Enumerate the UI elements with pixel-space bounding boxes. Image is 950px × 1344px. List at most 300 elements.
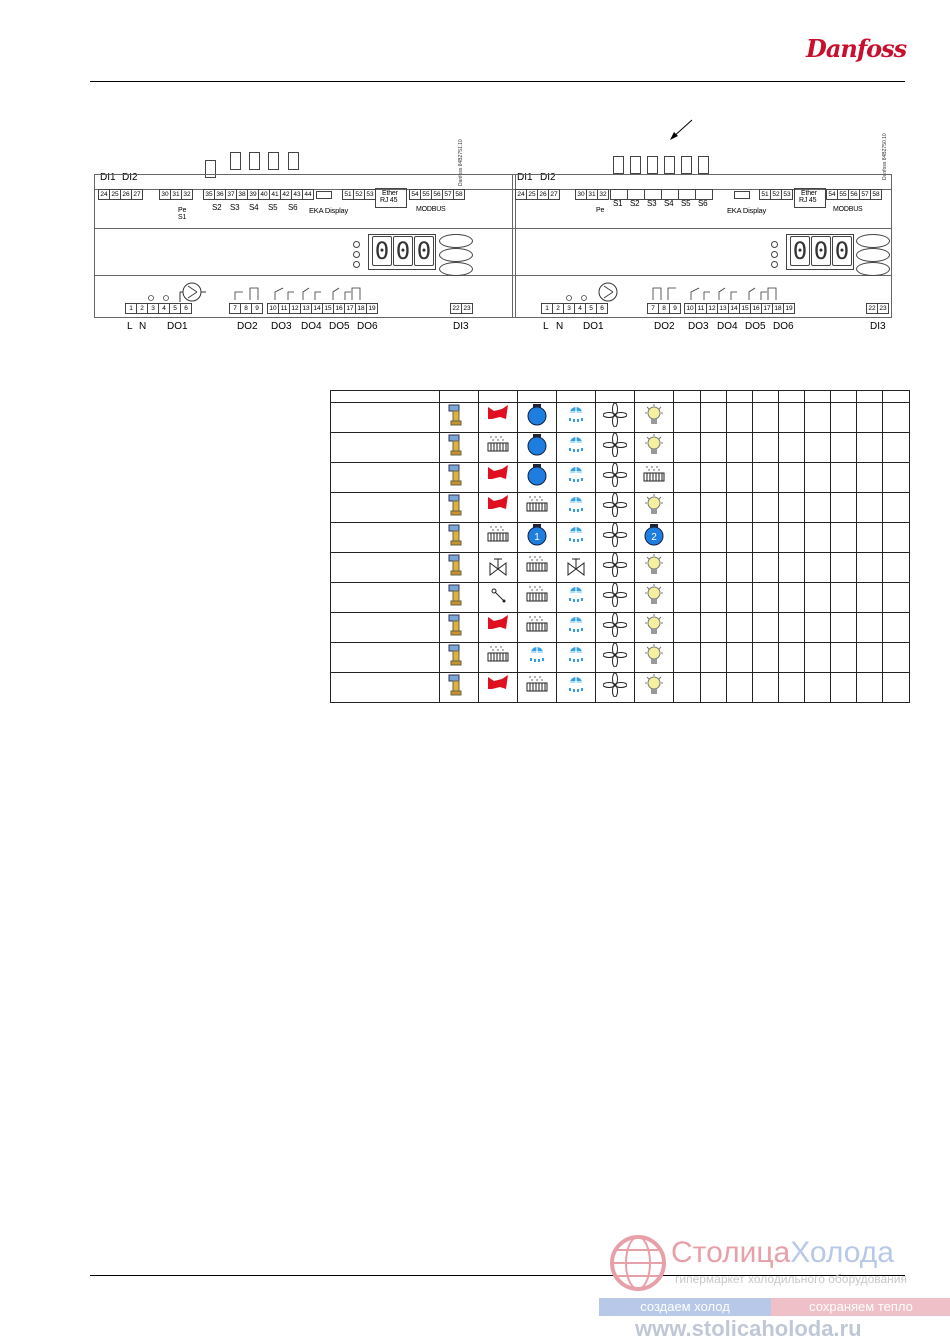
- valve-icon: [447, 583, 471, 607]
- table-cell: [557, 463, 596, 493]
- header-rule: [90, 81, 905, 82]
- table-cell: [831, 403, 857, 433]
- sensor-label: S3: [230, 203, 240, 212]
- heater-grid-icon: [486, 433, 510, 457]
- table-cell: [557, 553, 596, 583]
- table-cell: [701, 493, 727, 523]
- table-cell: [831, 643, 857, 673]
- table-cell: [557, 583, 596, 613]
- heater-grid-icon: [642, 463, 666, 487]
- table-cell: [479, 643, 518, 673]
- table-cell: [727, 493, 753, 523]
- table-cell: [557, 673, 596, 703]
- table-cell: [805, 523, 831, 553]
- table-cell: [701, 523, 727, 553]
- watermark-brand: СтолицаХолода: [671, 1236, 894, 1269]
- table-cell: [331, 643, 440, 673]
- table-cell: [331, 433, 440, 463]
- light-icon: [642, 643, 666, 667]
- terminal-group-label: DO5: [745, 321, 766, 332]
- table-cell: [518, 403, 557, 433]
- sensor-label: S4: [664, 199, 674, 208]
- side-code: Danfoss 84B2750.10: [882, 133, 888, 180]
- table-cell: [727, 643, 753, 673]
- modbus-label: MODBUS: [416, 206, 446, 213]
- light-icon: [642, 583, 666, 607]
- terminals-30-32: 30 31 32: [159, 189, 192, 200]
- table-cell: [701, 673, 727, 703]
- table-header-cell: [831, 391, 857, 403]
- table-cell: [557, 613, 596, 643]
- table-cell: [557, 403, 596, 433]
- table-row: [331, 643, 910, 673]
- table-cell: [518, 433, 557, 463]
- fan-icon: [603, 613, 627, 637]
- table-row: [331, 613, 910, 643]
- table-cell: [857, 613, 883, 643]
- terminal-group-label: DO6: [773, 321, 794, 332]
- table-header-cell: [701, 391, 727, 403]
- table-cell: [831, 463, 857, 493]
- watermark-slogan-left: создаем холод: [599, 1298, 771, 1316]
- table-cell: [596, 493, 635, 523]
- fan-icon: [603, 643, 627, 667]
- svg-text:2: 2: [651, 532, 657, 543]
- terminal-group-label: DO1: [167, 321, 188, 332]
- defrost-icon: [564, 583, 588, 607]
- defrost-icon: [564, 433, 588, 457]
- table-cell: [674, 403, 701, 433]
- table-cell: [331, 583, 440, 613]
- heater-grid-icon: [525, 613, 549, 637]
- sensor-label: S3: [647, 199, 657, 208]
- display-digit: 0: [811, 236, 831, 266]
- di1-label: DI1: [517, 172, 533, 183]
- table-cell: [857, 583, 883, 613]
- table-cell: [674, 463, 701, 493]
- table-cell: [596, 613, 635, 643]
- watermark-subtitle: гипермаркет холодильного оборудования: [675, 1272, 907, 1286]
- status-led: [353, 261, 360, 268]
- defrost-icon: [564, 463, 588, 487]
- terminal-group-label: DO1: [583, 321, 604, 332]
- rj45-label: RJ 45: [380, 197, 398, 204]
- fan-icon: [603, 583, 627, 607]
- table-cell: [779, 673, 805, 703]
- di2-label: DI2: [122, 172, 138, 183]
- table-cell: [857, 553, 883, 583]
- table-cell: [831, 523, 857, 553]
- table-cell: [674, 433, 701, 463]
- table-cell: [831, 553, 857, 583]
- table-cell: [805, 433, 831, 463]
- sensor-label: S4: [249, 203, 259, 212]
- table-row: [331, 463, 910, 493]
- table-cell: [779, 583, 805, 613]
- terminals-51-53: 51 52 53: [342, 189, 375, 200]
- table-cell: [440, 433, 479, 463]
- status-led: [353, 241, 360, 248]
- table-cell: [701, 583, 727, 613]
- table-cell: [753, 613, 779, 643]
- table-cell: [331, 553, 440, 583]
- table-cell: [479, 403, 518, 433]
- table-cell: [635, 433, 674, 463]
- table-cell: [883, 403, 910, 433]
- table-cell: [518, 463, 557, 493]
- sensor-icon: [698, 156, 709, 174]
- defrost-icon: [564, 673, 588, 697]
- eka-port: [734, 191, 750, 199]
- table-header-cell: [857, 391, 883, 403]
- table-row: [331, 433, 910, 463]
- ether-label: Ether: [801, 190, 817, 197]
- table-cell: [779, 403, 805, 433]
- heater-grid-icon: [525, 493, 549, 517]
- table-cell: [331, 613, 440, 643]
- terminals-24-27: 24 25 26 27: [98, 189, 142, 200]
- table-cell: [635, 553, 674, 583]
- table-header-cell: [753, 391, 779, 403]
- side-code: Danfoss 84B2751.10: [458, 139, 464, 186]
- sensor-icon: [647, 156, 658, 174]
- valve-icon: [447, 673, 471, 697]
- table-cell: [701, 463, 727, 493]
- table-row: [331, 583, 910, 613]
- table-cell: [805, 673, 831, 703]
- heater-red-icon: [486, 403, 510, 427]
- table-cell: [479, 523, 518, 553]
- defrost-icon: [564, 523, 588, 547]
- light-icon: [642, 433, 666, 457]
- defrost-icon: [564, 493, 588, 517]
- globe-icon: [609, 1234, 667, 1292]
- table-cell: [635, 523, 674, 553]
- terminals-7-9: 7 8 9: [229, 303, 262, 314]
- status-led: [353, 251, 360, 258]
- table-cell: [857, 673, 883, 703]
- pe-label: Pe: [596, 207, 605, 214]
- display-digit: 0: [372, 236, 392, 266]
- table-cell: [479, 613, 518, 643]
- table-cell: [674, 583, 701, 613]
- display-digit: 0: [414, 236, 434, 266]
- di2-label: DI2: [540, 172, 556, 183]
- table-cell: [753, 463, 779, 493]
- watermark-slogan-right: сохраняем тепло: [771, 1298, 950, 1316]
- table-cell: [674, 553, 701, 583]
- table-cell: [883, 613, 910, 643]
- button-oval: [856, 262, 890, 276]
- display-digit: 0: [832, 236, 852, 266]
- terminals-51-53: 51 52 53: [759, 189, 792, 200]
- sensor-icon: [249, 152, 260, 170]
- table-cell: [857, 493, 883, 523]
- table-cell: [518, 673, 557, 703]
- table-cell: [518, 493, 557, 523]
- terminal-group-label: DO6: [357, 321, 378, 332]
- table-cell: [331, 493, 440, 523]
- table-cell: [883, 583, 910, 613]
- heater-grid-icon: [486, 523, 510, 547]
- table-cell: [883, 643, 910, 673]
- table-cell: [479, 433, 518, 463]
- table-cell: [779, 493, 805, 523]
- valve-icon: [447, 463, 471, 487]
- valve-icon: [447, 643, 471, 667]
- terminal-group-label: N: [556, 321, 564, 332]
- table-cell: [331, 523, 440, 553]
- table-cell: [440, 493, 479, 523]
- terminals-10-19: 10 11 12 13 14 15 16 17 18 19: [267, 303, 377, 314]
- table-cell: [883, 553, 910, 583]
- heater-grid-icon: [525, 583, 549, 607]
- light-icon: [642, 403, 666, 427]
- defrost-icon: [525, 643, 549, 667]
- sensor-icon: [681, 156, 692, 174]
- button-oval: [439, 262, 473, 276]
- fan-icon: [603, 433, 627, 457]
- valve-icon: [447, 553, 471, 577]
- table-cell: [831, 493, 857, 523]
- table-cell: [701, 613, 727, 643]
- display-digit: 0: [790, 236, 810, 266]
- table-cell: [596, 553, 635, 583]
- sensor-label: S5: [681, 199, 691, 208]
- table-header-cell: [331, 391, 440, 403]
- defrost-icon: [564, 643, 588, 667]
- table-cell: [805, 553, 831, 583]
- table-header-cell: [479, 391, 518, 403]
- di1-label: DI1: [100, 172, 116, 183]
- table-cell: [753, 643, 779, 673]
- light-icon: [642, 553, 666, 577]
- table-cell: [557, 493, 596, 523]
- rj45-label: RJ 45: [799, 197, 817, 204]
- sensor-label: S6: [698, 199, 708, 208]
- terminal-group-label: DO3: [271, 321, 292, 332]
- table-cell: [779, 463, 805, 493]
- terminal-group-label: L: [543, 321, 549, 332]
- table-cell: [596, 523, 635, 553]
- table-cell: [727, 613, 753, 643]
- terminals-54-58: 54 55 56 57 58: [826, 189, 881, 200]
- table-cell: [518, 523, 557, 553]
- fan-icon: [603, 553, 627, 577]
- table-cell: [440, 643, 479, 673]
- table-cell: [440, 463, 479, 493]
- valve-icon: [447, 433, 471, 457]
- table-header-cell: [518, 391, 557, 403]
- table-cell: [674, 613, 701, 643]
- table-cell: [701, 553, 727, 583]
- terminal-group-label: DO2: [237, 321, 258, 332]
- terminals-22-23: 22 23: [866, 303, 888, 314]
- table-cell: [518, 583, 557, 613]
- terminal-group-label: DO2: [654, 321, 675, 332]
- fan-icon: [603, 523, 627, 547]
- fan-icon: [603, 463, 627, 487]
- table-cell: [883, 523, 910, 553]
- heater-wide-icon: [525, 553, 549, 577]
- table-cell: [701, 403, 727, 433]
- table-cell: [479, 493, 518, 523]
- terminals-10-19: 10 11 12 13 14 15 16 17 18 19: [684, 303, 794, 314]
- application-table: [330, 390, 910, 703]
- table-cell: [727, 463, 753, 493]
- table-cell: [596, 673, 635, 703]
- table-cell: [857, 433, 883, 463]
- light-icon: [642, 673, 666, 697]
- table-cell: [596, 643, 635, 673]
- fan-icon: [603, 493, 627, 517]
- watermark: [605, 1232, 945, 1342]
- table-cell: [831, 673, 857, 703]
- sensor-icon: [230, 152, 241, 170]
- terminals-35-44: 35 36 37 38 39 40 41 42 43 44: [203, 189, 313, 200]
- heater-red-icon: [486, 613, 510, 637]
- table-header-cell: [635, 391, 674, 403]
- table-cell: [779, 643, 805, 673]
- modbus-label: MODBUS: [833, 206, 863, 213]
- sensor-label: S1: [613, 199, 623, 208]
- terminal-group-label: L: [127, 321, 133, 332]
- sensor-label: S5: [268, 203, 278, 212]
- table-cell: [727, 433, 753, 463]
- table-cell: [701, 643, 727, 673]
- sensor-label: S6: [288, 203, 298, 212]
- table-header-cell: [883, 391, 910, 403]
- light-icon: [642, 613, 666, 637]
- eka-label: EKA Display: [727, 206, 767, 215]
- terminal-group-label: DO4: [301, 321, 322, 332]
- table-row: [331, 523, 910, 553]
- compressor-2-icon: [642, 523, 666, 547]
- table-cell: [753, 523, 779, 553]
- table-cell: [674, 643, 701, 673]
- table-cell: [518, 643, 557, 673]
- table-cell: [518, 613, 557, 643]
- table-cell: [831, 433, 857, 463]
- light-icon: [642, 493, 666, 517]
- table-cell: [557, 643, 596, 673]
- heater-grid-icon: [486, 643, 510, 667]
- table-cell: [635, 643, 674, 673]
- table-cell: [440, 673, 479, 703]
- terminals-22-23: 22 23: [450, 303, 472, 314]
- table-cell: [883, 433, 910, 463]
- watermark-url: www.stolicaholoda.ru: [635, 1316, 862, 1341]
- table-row: [331, 673, 910, 703]
- sensor-icon: [268, 152, 279, 170]
- table-cell: [857, 643, 883, 673]
- table-cell: [440, 523, 479, 553]
- button-oval: [439, 234, 473, 248]
- sensor-icon: [664, 156, 675, 174]
- table-cell: [727, 673, 753, 703]
- terminal-group-label: DI3: [453, 321, 469, 332]
- valve-icon: [447, 403, 471, 427]
- compressor-blue-icon: [525, 403, 549, 427]
- sensor-label: S2: [212, 203, 222, 212]
- table-row: [331, 553, 910, 583]
- compressor-blue-icon: [525, 463, 549, 487]
- table-cell: [479, 463, 518, 493]
- terminals-1-6: 1 2 3 4 5 6: [541, 303, 607, 314]
- table-cell: [635, 463, 674, 493]
- fan-icon: [603, 403, 627, 427]
- table-cell: [753, 553, 779, 583]
- table-cell: [674, 493, 701, 523]
- table-header-cell: [674, 391, 701, 403]
- table-cell: [779, 553, 805, 583]
- valve-tap-icon: [564, 553, 588, 577]
- fan-icon: [603, 673, 627, 697]
- table-cell: [857, 523, 883, 553]
- table-cell: [831, 583, 857, 613]
- table-cell: [753, 433, 779, 463]
- table-cell: [883, 493, 910, 523]
- table-cell: [805, 583, 831, 613]
- heater-red-icon: [486, 493, 510, 517]
- table-cell: [727, 583, 753, 613]
- table-cell: [857, 463, 883, 493]
- table-cell: [727, 523, 753, 553]
- table-cell: [518, 553, 557, 583]
- button-oval: [856, 248, 890, 262]
- status-led: [771, 251, 778, 258]
- pe-label: Pe: [178, 207, 187, 214]
- valve-tap-icon: [486, 553, 510, 577]
- table-cell: [479, 553, 518, 583]
- table-cell: [479, 673, 518, 703]
- eka-port: [316, 191, 332, 199]
- table-cell: [440, 403, 479, 433]
- table-header-cell: [596, 391, 635, 403]
- display-digit: 0: [393, 236, 413, 266]
- terminal-group-label: DO3: [688, 321, 709, 332]
- table-cell: [331, 463, 440, 493]
- table-cell: [635, 493, 674, 523]
- terminal-group-label: DO4: [717, 321, 738, 332]
- table-header-cell: [727, 391, 753, 403]
- terminal-group-label: N: [139, 321, 147, 332]
- table-header-cell: [805, 391, 831, 403]
- table-cell: [479, 583, 518, 613]
- button-oval: [439, 248, 473, 262]
- sensor-icon: [288, 152, 299, 170]
- table-cell: [753, 493, 779, 523]
- terminals-54-58: 54 55 56 57 58: [409, 189, 464, 200]
- table-cell: [440, 553, 479, 583]
- table-cell: [557, 433, 596, 463]
- switch-icon: [486, 583, 510, 607]
- eka-label: EKA Display: [309, 206, 349, 215]
- table-cell: [779, 523, 805, 553]
- table-cell: [753, 673, 779, 703]
- valve-icon: [447, 493, 471, 517]
- table-header-cell: [779, 391, 805, 403]
- sensor-label: S2: [630, 199, 640, 208]
- table-cell: [674, 523, 701, 553]
- table-cell: [883, 673, 910, 703]
- s1-label: S1: [178, 214, 187, 221]
- table-cell: [635, 403, 674, 433]
- defrost-icon: [564, 613, 588, 637]
- compressor-1-icon: [525, 523, 549, 547]
- table-cell: [635, 583, 674, 613]
- table-cell: [674, 673, 701, 703]
